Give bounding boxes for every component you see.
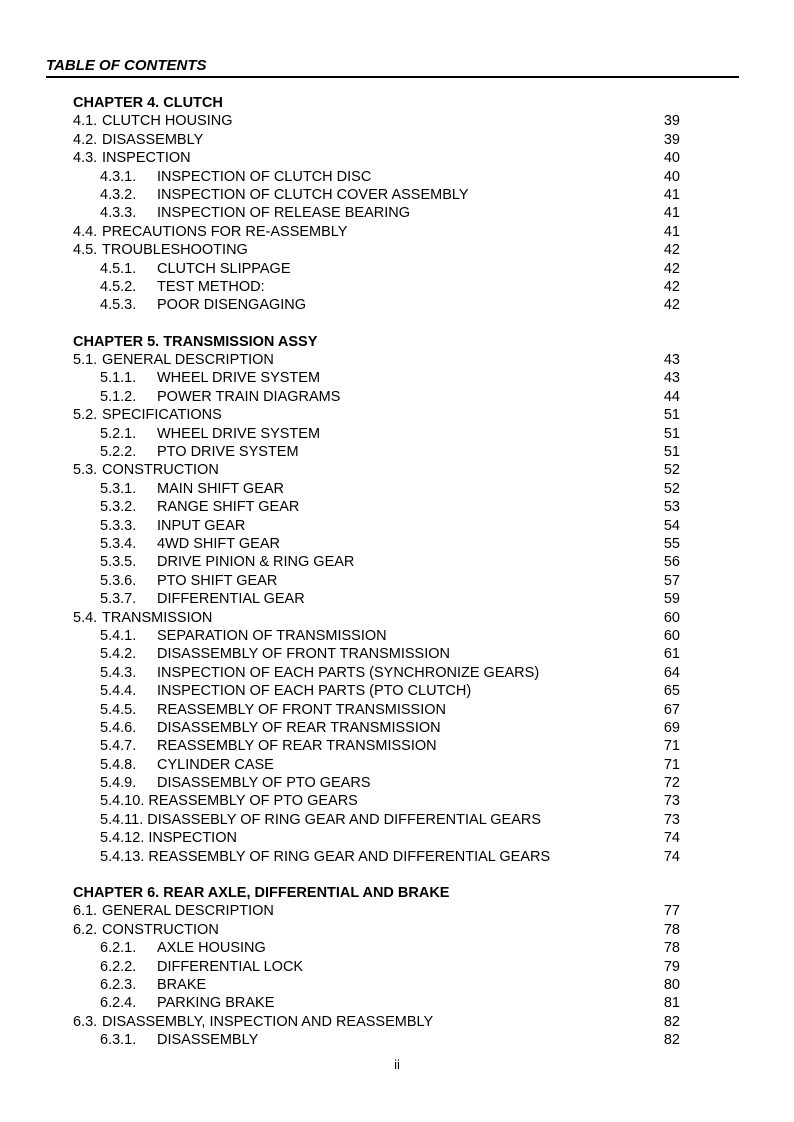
toc-subsection-entry[interactable] [73,756,680,774]
section-number: 6.2.3. [100,976,137,993]
page-reference: 82 [663,1032,680,1049]
section-number: 6.2.1. [100,940,137,957]
page-reference: 41 [663,223,680,240]
section-number: 5.4.9. [100,775,137,792]
page-reference: 81 [663,995,680,1012]
toc-section-entry[interactable] [73,1013,680,1031]
section-title: DIFFERENTIAL LOCK [157,958,304,975]
toc-section-entry[interactable] [73,223,680,241]
toc-subsection-entry[interactable] [73,811,680,829]
section-title: GENERAL DESCRIPTION [102,352,274,369]
toc-subsection-entry[interactable] [73,278,680,296]
toc-subsection-entry[interactable] [73,737,680,755]
section-number: 4.5.2. [100,278,137,295]
toc-subsection-entry[interactable] [73,994,680,1012]
toc-subsection-entry[interactable] [73,829,680,847]
page-reference: 74 [663,848,680,865]
section-title: DISASSEMBLY [102,131,204,148]
section-number: 5.4.7. [100,738,137,755]
section-number: 5.4.12. [100,830,145,847]
toc-subsection-entry[interactable] [73,719,680,737]
section-number: 4.3.3. [100,205,137,222]
toc-subsection-entry[interactable] [73,498,680,516]
toc-chapter [73,884,680,1050]
page-reference: 67 [663,701,680,718]
page-reference: 42 [663,260,680,277]
toc-subsection-entry[interactable] [73,369,680,387]
page-reference: 73 [663,793,680,810]
section-number: 5.3.7. [100,591,137,608]
section-number: 5.3.6. [100,572,137,589]
section-number: 5.3.3. [100,517,137,534]
page-reference: 78 [663,940,680,957]
toc-subsection-entry[interactable] [73,260,680,278]
section-number: 5.2.1. [100,425,137,442]
chapter-heading[interactable]: CHAPTER 6. REAR AXLE, DIFFERENTIAL AND BRAKE [73,885,450,902]
section-title: INSPECTION [148,830,237,847]
section-number: 5.3.4. [100,535,137,552]
section-number: 6.2.4. [100,995,137,1012]
toc-subsection-entry[interactable] [73,535,680,553]
toc-subsection-entry[interactable] [73,701,680,719]
section-title: DISASSEBLY OF RING GEAR AND DIFFERENTIAL GEARS [147,811,542,828]
toc-subsection-entry[interactable] [73,517,680,535]
section-title: TRANSMISSION [102,609,213,626]
page-reference: 79 [663,958,680,975]
section-number: 4.3.2. [100,186,137,203]
section-title: CLUTCH HOUSING [102,113,233,130]
section-number: 4.4. [73,223,98,240]
page-reference: 72 [663,775,680,792]
section-number: 5.1.2. [100,388,137,405]
page-reference: 71 [663,738,680,755]
section-title: DISASSEMBLY OF PTO GEARS [157,775,371,792]
page-reference: 42 [663,242,680,259]
toc-section-entry[interactable] [73,406,680,424]
toc-subsection-entry[interactable] [73,443,680,461]
toc-section-entry[interactable] [73,351,680,369]
section-title: INSPECTION OF EACH PARTS (SYNCHRONIZE GEARS) [157,664,540,681]
page-reference: 59 [663,591,680,608]
toc-chapter [73,94,680,315]
toc-section-entry[interactable] [73,921,680,939]
section-number: 4.3.1. [100,168,137,185]
toc-subsection-entry[interactable] [73,480,680,498]
section-number: 5.3.2. [100,499,137,516]
section-number: 5.3. [73,462,98,479]
page-reference: 51 [663,407,680,424]
page-reference: 77 [663,903,680,920]
page-title: TABLE OF CONTENTS [46,57,207,74]
toc-subsection-entry[interactable] [73,168,680,186]
section-title: INSPECTION OF RELEASE BEARING [157,205,410,222]
toc-subsection-entry[interactable] [73,296,680,314]
section-number: 5.4.2. [100,646,137,663]
section-number: 6.3. [73,1013,98,1030]
page-reference: 69 [663,719,680,736]
toc-subsection-entry[interactable] [73,186,680,204]
section-title: DRIVE PINION & RING GEAR [157,554,355,571]
toc-subsection-entry[interactable] [73,848,680,866]
page-reference: 44 [663,388,680,405]
toc-subsection-entry[interactable] [73,792,680,810]
section-title: AXLE HOUSING [157,940,266,957]
section-number: 5.4.11. [100,811,144,828]
section-title: INSPECTION [102,150,191,167]
toc-subsection-entry[interactable] [73,976,680,994]
toc-subsection-entry[interactable] [73,939,680,957]
page-reference: 64 [663,664,680,681]
toc-subsection-entry[interactable] [73,388,680,406]
toc-subsection-entry[interactable] [73,682,680,700]
page-reference: 61 [663,646,680,663]
section-title: REASSEMBLY OF REAR TRANSMISSION [157,738,437,755]
page-reference: 55 [663,535,680,552]
page-reference: 51 [663,444,680,461]
section-title: CONSTRUCTION [102,462,219,479]
page-reference: 41 [663,205,680,222]
page-reference: 51 [663,425,680,442]
section-number: 4.3. [73,150,98,167]
section-number: 5.1.1. [100,370,137,387]
section-number: 5.2.2. [100,444,137,461]
page-reference: 40 [663,168,680,185]
section-title: 4WD SHIFT GEAR [157,535,280,552]
section-title: TEST METHOD: [157,278,265,295]
chapter-heading[interactable]: CHAPTER 5. TRANSMISSION ASSY [73,333,318,350]
section-title: BRAKE [157,976,207,993]
section-number: 5.4. [73,609,98,626]
section-title: DIFFERENTIAL GEAR [157,591,305,608]
page-reference: 41 [663,186,680,203]
section-number: 4.1. [73,113,98,130]
page-reference: 65 [663,683,680,700]
toc-subsection-entry[interactable] [73,1031,680,1049]
section-number: 4.5.1. [100,260,137,277]
toc-section-entry[interactable] [73,461,680,479]
section-number: 5.2. [73,407,98,424]
section-title: PTO DRIVE SYSTEM [157,444,299,461]
section-title: TROUBLESHOOTING [102,242,248,259]
section-title: INPUT GEAR [157,517,246,534]
page-number: ii [394,1057,400,1072]
section-number: 5.3.5. [100,554,137,571]
toc-section-entry[interactable] [73,112,680,130]
page-reference: 39 [663,131,680,148]
page-reference: 71 [663,756,680,773]
page-reference: 74 [663,830,680,847]
section-title: REASSEMBLY OF FRONT TRANSMISSION [157,701,446,718]
section-title: INSPECTION OF CLUTCH COVER ASSEMBLY [157,186,469,203]
toc-subsection-entry[interactable] [73,590,680,608]
section-title: DISASSEMBLY OF REAR TRANSMISSION [157,719,441,736]
toc-subsection-entry[interactable] [73,627,680,645]
page-reference: 60 [663,627,680,644]
section-number: 5.4.6. [100,719,137,736]
section-number: 5.4.3. [100,664,137,681]
toc-subsection-entry[interactable] [73,664,680,682]
section-title: SPECIFICATIONS [102,407,222,424]
toc-subsection-entry[interactable] [73,958,680,976]
section-title: POOR DISENGAGING [157,297,307,314]
toc-subsection-entry[interactable] [73,572,680,590]
chapter-heading[interactable]: CHAPTER 4. CLUTCH [73,95,223,111]
page-reference: 43 [663,352,680,369]
section-title: CYLINDER CASE [157,756,274,773]
page-reference: 56 [663,554,680,571]
toc-section-entry[interactable] [73,241,680,259]
section-title: DISASSEMBLY OF FRONT TRANSMISSION [157,646,451,663]
toc-section-entry[interactable] [73,149,680,167]
section-title: INSPECTION OF EACH PARTS (PTO CLUTCH) [157,683,472,700]
section-title: DISASSEMBLY, INSPECTION AND REASSEMBLY [102,1013,434,1030]
section-number: 5.1. [73,352,98,369]
toc-section-entry[interactable] [73,609,680,627]
section-title: PTO SHIFT GEAR [157,572,278,589]
section-number: 4.2. [73,131,98,148]
section-title: POWER TRAIN DIAGRAMS [157,388,341,405]
section-number: 4.5. [73,242,98,259]
page-reference: 73 [663,811,680,828]
section-title: INSPECTION OF CLUTCH DISC [157,168,372,185]
section-number: 5.4.4. [100,683,137,700]
toc-subsection-entry[interactable] [73,204,680,222]
section-number: 5.4.5. [100,701,137,718]
section-title: REASSEMBLY OF PTO GEARS [148,793,358,810]
section-number: 5.4.1. [100,627,137,644]
page-reference: 54 [663,517,680,534]
page-reference: 82 [663,1013,680,1030]
section-number: 5.4.8. [100,756,137,773]
page-reference: 42 [663,278,680,295]
page-reference: 43 [663,370,680,387]
header-divider [46,76,739,78]
section-number: 5.4.13. [100,848,145,865]
page-reference: 52 [663,462,680,479]
section-number: 6.1. [73,903,98,920]
section-title: MAIN SHIFT GEAR [157,480,285,497]
section-title: CLUTCH SLIPPAGE [157,260,291,277]
toc-subsection-entry[interactable] [73,425,680,443]
page-reference: 53 [663,499,680,516]
page-reference: 57 [663,572,680,589]
page-reference: 39 [663,113,680,130]
table-of-contents [73,94,680,1050]
page-reference: 60 [663,609,680,626]
toc-chapter [73,333,680,866]
section-number: 4.5.3. [100,297,137,314]
section-title: DISASSEMBLY [157,1032,259,1049]
toc-subsection-entry[interactable] [73,553,680,571]
page-reference: 42 [663,297,680,314]
section-title: GENERAL DESCRIPTION [102,903,274,920]
page-reference: 52 [663,480,680,497]
page-reference: 40 [663,150,680,167]
section-title: CONSTRUCTION [102,921,219,938]
section-title: PRECAUTIONS FOR RE-ASSEMBLY [102,223,348,240]
section-number: 6.2. [73,921,98,938]
section-number: 6.2.2. [100,958,137,975]
page-reference: 78 [663,921,680,938]
section-title: RANGE SHIFT GEAR [157,499,300,516]
section-number: 6.3.1. [100,1032,137,1049]
section-title: SEPARATION OF TRANSMISSION [157,627,387,644]
page-reference: 80 [663,976,680,993]
toc-section-entry[interactable] [73,902,680,920]
toc-subsection-entry[interactable] [73,645,680,663]
section-title: REASSEMBLY OF RING GEAR AND DIFFERENTIAL GEARS [148,848,551,865]
toc-section-entry[interactable] [73,131,680,149]
toc-subsection-entry[interactable] [73,774,680,792]
section-title: WHEEL DRIVE SYSTEM [157,425,321,442]
section-title: WHEEL DRIVE SYSTEM [157,370,321,387]
section-number: 5.4.10. [100,793,145,810]
section-number: 5.3.1. [100,480,137,497]
section-title: PARKING BRAKE [157,995,275,1012]
